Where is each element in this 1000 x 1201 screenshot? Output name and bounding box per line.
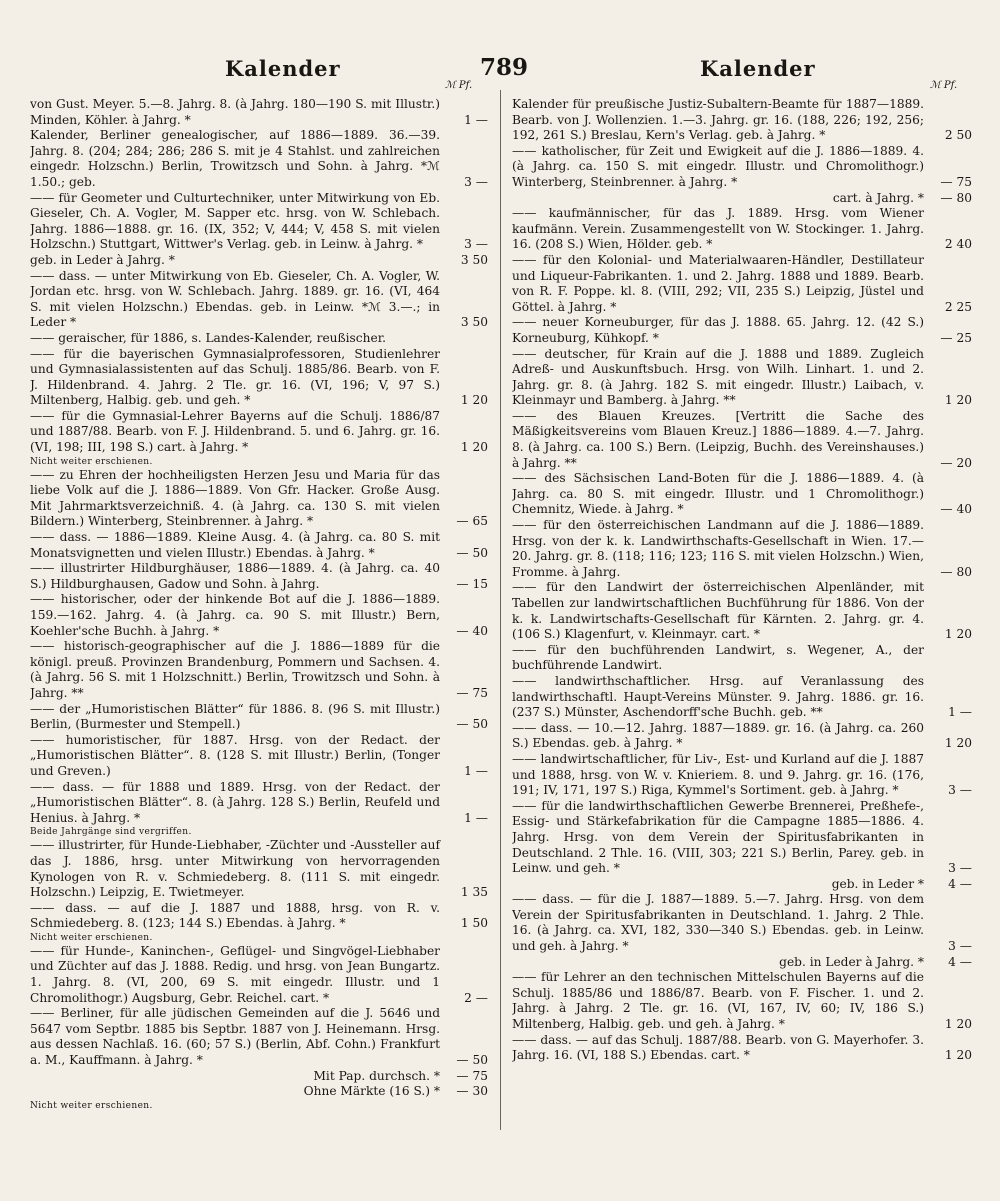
entry-price: — 15: [456, 576, 488, 591]
entry-text: geb. in Leder *: [831, 876, 924, 891]
entry-text: —— für den Landwirt der österreichischen Alpenländer, mit Tabellen zur landwirtschaftlichen Buchführung für 1886. Von der k. k. Landwirtschafts-Gesellschaft für Kärnten. 2. Jahrg. gr. 4. (106 S.) Klagenfurt, v. Kleinmayr. cart. *: [512, 580, 924, 642]
entry-text: —— illustrirter, für Hunde-Liebhaber, -Züchter und -Aussteller auf das J. 1886, hrsg. unter Mitwirkung von hervorragenden Kynologen von R. v. Schmiedeberg. 8. (111 S. mit eingedr. Holzschn.) Leipzig, E. Twietmeyer.: [30, 838, 440, 900]
entry-price: 1 20: [944, 1048, 972, 1063]
entry-price: 3 —: [948, 939, 972, 954]
entry-text: geb. in Leder à Jahrg. *: [30, 252, 175, 267]
entry-text: geb. in Leder à Jahrg. *: [779, 954, 924, 969]
entry-price: 1 35: [460, 885, 488, 900]
entry-text: —— für den österreichischen Landmann auf die J. 1886—1889. Hrsg. von der k. k. Landwirthschafts-Gesellschaft in Wien. 17.—20. Jahrg. gr. 8. (118; 116; 123; 116 S. mit vielen Holzschn.) Wien, Fromme. à Jahrg.: [512, 518, 924, 579]
catalog-entry: [30, 944, 488, 1006]
entry-text: —— illustrirter Hildburghäuser, 1886—1889. 4. (à Jahrg. ca. 40 S.) Hildburghausen, Gadow und Sohn. à Jahrg.: [30, 561, 440, 591]
catalog-entry: [30, 128, 488, 190]
catalog-entry: [512, 315, 972, 346]
entry-text: —— dass. — für 1888 und 1889. Hrsg. von der Redact. der „Humoristischen Blätter“. 8. (à Jahrg. 128 S.) Berlin, Reufeld und Henius. à Jahrg. *: [30, 779, 440, 825]
entry-text: —— für Lehrer an den technischen Mittelschulen Bayerns auf die Schulj. 1885/86 und 1886/87. Bearb. von F. Fischer. 1. und 2. Jahrg. à Jahrg. 2 Tle. gr. 16. (VI, 167, IV, 60; IV, 186 S.) Miltenberg, Halbig. geb. und geh. à Jahrg. *: [512, 970, 924, 1032]
entry-text: —— für die Gymnasial-Lehrer Bayerns auf die Schulj. 1886/87 und 1887/88. Bearb. von F. J. Hildenbrand. 5. und 6. Jahrg. gr. 16. (VI, 198; III, 198 S.) cart. à Jahrg. *: [30, 408, 440, 455]
entry-text: —— Berliner, für alle jüdischen Gemeinden auf die J. 5646 und 5647 vom Septbr. 1885 bis Septbr. 1887 von J. Heinemann. Hrsg. aus dessen Nachlaß. 16. (60; 57 S.) (Berlin, Abf. Cohn.) Frankfurt a. M., Kauffmann. à Jahrg. *: [30, 1006, 440, 1068]
entry-text: Nicht weiter erschienen.: [30, 456, 153, 467]
entry-price: 1 20: [944, 393, 972, 408]
page-number: 789: [480, 54, 529, 81]
entry-price: 1 20: [944, 627, 972, 642]
entry-text: —— der „Humoristischen Blätter“ für 1886. 8. (96 S. mit Illustr.) Berlin, (Burmester und Stempell.): [30, 701, 440, 732]
entry-text: —— geraischer, für 1886, s. Landes-Kalender, reußischer.: [30, 330, 387, 345]
entry-price: 3 —: [464, 237, 488, 252]
catalog-entry: [512, 518, 972, 580]
catalog-entry: [512, 674, 972, 721]
catalog-entry: [512, 409, 972, 471]
price-column-heading-right: ℳ Pf.: [930, 80, 958, 91]
catalog-entry: [30, 530, 488, 561]
entry-text: —— neuer Korneuburger, für das J. 1888. 65. Jahrg. 12. (42 S.) Korneuburg, Kühkopf. *: [512, 315, 924, 345]
left-column: [30, 97, 488, 1192]
entry-price: 1 20: [944, 1017, 972, 1032]
catalog-entry: [512, 144, 972, 191]
catalog-entry: [30, 733, 488, 780]
entry-price: — 75: [456, 1068, 488, 1083]
entry-price: 1 —: [464, 810, 488, 825]
entry-price: 1 —: [464, 763, 488, 778]
entry-price: 1 20: [460, 440, 488, 455]
catalog-note: [30, 932, 488, 944]
catalog-entry: [30, 901, 488, 932]
catalog-entry: [512, 877, 972, 893]
entry-price: 3 —: [948, 861, 972, 876]
catalog-entry: [30, 347, 488, 409]
entry-text: —— landwirthschaftlicher. Hrsg. auf Veranlassung des landwirthschaftl. Haupt-Vereins Münster. 9. Jahrg. 1886. gr. 16. (237 S.) Münster, Aschendorff'sche Buchh. geb. **: [512, 673, 924, 720]
entry-text: —— für die landwirthschaftlichen Gewerbe Brennerei, Preßhefe-, Essig- und Stärkefabrikation für die Campagne 1885—1886. 4. Jahrg. Hrsg. von dem Verein der Spiritusfabrikanten in Deutschland. 2 Thle. 16. (VIII, 303; 221 S.) Berlin, Parey. geb. in Leinw. und geh. *: [512, 798, 924, 876]
catalog-entry: [512, 955, 972, 971]
catalog-entry: [512, 799, 972, 877]
entry-text: —— dass. — unter Mitwirkung von Eb. Gieseler, Ch. A. Vogler, W. Jordan etc. hrsg. von W. Schlebach. Jahrg. 1889. gr. 16. (VI, 464 S. mit vielen Holzschn.) Ebendas. geb. in Leinw. *ℳ 3.—.; in Leder *: [30, 268, 440, 330]
entry-text: cart. à Jahrg. *: [832, 190, 924, 205]
catalog-entry: [30, 409, 488, 456]
catalog-entry: [30, 253, 488, 269]
catalog-entry: [512, 206, 972, 253]
catalog-entry: [30, 191, 488, 253]
entry-text: —— historisch-geographischer auf die J. 1886—1889 für die königl. preuß. Provinzen Brandenburg, Pommern und Sachsen. 4. (à Jahrg. 56 S. mit 1 Holzschnitt.) Berlin, Trowitzsch und Sohn. à Jahrg. **: [30, 639, 440, 700]
entry-price: 1 50: [460, 916, 488, 931]
entry-price: 3 50: [460, 252, 488, 267]
catalog-entry: [30, 1006, 488, 1068]
catalog-entry: [30, 639, 488, 701]
entry-text: Beide Jahrgänge sind vergriffen.: [30, 827, 192, 838]
catalog-entry: [512, 752, 972, 799]
entry-text: —— dass. — auf die J. 1887 und 1888, hrsg. von R. v. Schmiedeberg. 8. (123; 144 S.) Ebendas. à Jahrg. *: [30, 900, 440, 931]
entry-text: —— für die bayerischen Gymnasialprofessoren, Studienlehrer und Gymnasialassistenten auf das Schulj. 1885/86. Bearb. von F. J. Hildenbrand. 4. Jahrg. 2 Tle. gr. 16. (VI, 196; V, 97 S.) Miltenberg, Halbig. geb. und geh. *: [30, 346, 440, 408]
entry-text: von Gust. Meyer. 5.—8. Jahrg. 8. (à Jahrg. 180—190 S. mit Illustr.) Minden, Köhler. à Jahrg. *: [30, 97, 440, 127]
catalog-entry: [30, 592, 488, 639]
entry-price: — 75: [940, 174, 972, 189]
entry-text: —— humoristischer, für 1887. Hrsg. von der Redact. der „Humoristischen Blätter“. 8. (128 S. mit Illustr.) Berlin, (Tonger und Greven.): [30, 732, 440, 778]
catalog-entry: [30, 1084, 488, 1100]
entry-price: 1 —: [464, 112, 488, 127]
entry-price: — 65: [456, 514, 488, 529]
entry-text: —— des Blauen Kreuzes. [Vertritt die Sache des Mäßigkeitsvereins vom Blauen Kreuz.] 1886—1889. 4.—7. Jahrg. 8. (à Jahrg. ca. 100 S.) Bern. (Leipzig, Buchh. des Vereinshauses.) à Jahrg. **: [512, 408, 924, 470]
entry-text: Kalender, Berliner genealogischer, auf 1886—1889. 36.—39. Jahrg. 8. (204; 284; 286; 286 S. mit je 4 Stahlst. und zahlreichen eingedr. Holzschn.) Berlin, Trowitzsch und Sohn. à Jahrg. *ℳ 1.50.; geb.: [30, 128, 440, 189]
entry-text: —— dass. — 1886—1889. Kleine Ausg. 4. (à Jahrg. ca. 80 S. mit Monatsvignetten und vielen Illustr.) Ebendas. à Jahrg. *: [30, 530, 440, 560]
catalog-note: [30, 456, 488, 468]
catalog-entry: [30, 468, 488, 530]
entry-price: — 50: [456, 1053, 488, 1068]
entry-price: 3 50: [460, 315, 488, 330]
entry-text: —— des Sächsischen Land-Boten für die J. 1886—1889. 4. (à Jahrg. ca. 80 S. mit eingedr. Illustr. und 1 Chromolithogr.) Chemnitz, Wiede. à Jahrg. *: [512, 471, 924, 517]
entry-price: 4 —: [948, 954, 972, 969]
catalog-entry: [512, 580, 972, 642]
entry-text: —— zu Ehren der hochheiligsten Herzen Jesu und Maria für das liebe Volk auf die J. 1886—1889. Von Gfr. Hacker. Große Ausg. Mit Jahrmarktsverzeichniß. 4. (à Jahrg. ca. 130 S. mit vielen Bildern.) Winterberg, Steinbrenner. à Jahrg. *: [30, 467, 440, 529]
running-head-left: Kalender: [225, 56, 341, 81]
catalog-entry: [512, 471, 972, 518]
entry-text: —— kaufmännischer, für das J. 1889. Hrsg. vom Wiener kaufmänn. Verein. Zusammengestellt von W. Stockinger. 1. Jahrg. 16. (208 S.) Wien, Hölder. geb. *: [512, 206, 924, 252]
entry-text: —— dass. — für die J. 1887—1889. 5.—7. Jahrg. Hrsg. von dem Verein der Spiritusfabrikanten in Deutschland. 1. Jahrg. 2 Thle. 16. (à Jahrg. ca. XVI, 182, 330—340 S.) Ebendas. geb. in Leinw. und geh. à Jahrg. *: [512, 892, 924, 954]
entry-price: — 30: [456, 1084, 488, 1099]
catalog-entry: [30, 702, 488, 733]
entry-price: — 50: [456, 717, 488, 732]
entry-text: —— landwirtschaftlicher, für Liv-, Est- und Kurland auf die J. 1887 und 1888, hrsg. von W. v. Knieriem. 8. und 9. Jahrg. gr. 16. (176, 191; IV, 171, 197 S.) Riga, Kymmel's Sortiment. geb. à Jahrg. *: [512, 751, 924, 798]
entry-price: 3 —: [948, 783, 972, 798]
entry-price: 1 20: [944, 736, 972, 751]
catalog-note: [30, 826, 488, 838]
catalog-entry: [512, 347, 972, 409]
catalog-entry: [30, 1069, 488, 1085]
column-divider: [500, 90, 501, 1130]
catalog-entry: [512, 643, 972, 674]
catalog-entry: [512, 721, 972, 752]
entry-price: — 75: [456, 685, 488, 700]
catalog-entry: [30, 269, 488, 331]
catalog-entry: [512, 191, 972, 207]
entry-price: 2 —: [464, 990, 488, 1005]
entry-price: 2 25: [944, 299, 972, 314]
catalog-entry: [30, 838, 488, 900]
entry-text: —— für den buchführenden Landwirt, s. Wegener, A., der buchführende Landwirt.: [512, 642, 924, 673]
entry-price: — 20: [940, 455, 972, 470]
catalog-entry: [30, 97, 488, 128]
catalog-entry: [30, 331, 488, 347]
entry-text: Nicht weiter erschienen.: [30, 932, 153, 943]
catalog-note: [30, 1100, 488, 1112]
price-column-heading-left: ℳ Pf.: [445, 80, 473, 91]
page-header: [0, 40, 1000, 92]
entry-text: Mit Pap. durchsch. *: [313, 1068, 440, 1083]
entry-price: — 80: [940, 190, 972, 205]
catalog-entry: [512, 97, 972, 144]
entry-text: Kalender für preußische Justiz-Subaltern-Beamte für 1887—1889. Bearb. von J. Wollenzien. 1.—3. Jahrg. gr. 16. (188, 226; 192, 256; 192, 261 S.) Breslau, Kern's Verlag. geb. à Jahrg. *: [512, 97, 924, 143]
running-head-right: Kalender: [700, 56, 816, 81]
entry-text: Ohne Märkte (16 S.) *: [303, 1084, 440, 1099]
entry-price: 1 —: [948, 705, 972, 720]
entry-price: — 40: [456, 623, 488, 638]
entry-price: — 80: [940, 564, 972, 579]
entry-price: 2 40: [944, 237, 972, 252]
catalog-entry: [512, 253, 972, 315]
entry-text: —— dass. — auf das Schulj. 1887/88. Bearb. von G. Mayerhofer. 3. Jahrg. 16. (VI, 188 S.) Ebendas. cart. *: [512, 1032, 924, 1063]
entry-text: —— für den Kolonial- und Materialwaaren-Händler, Destillateur und Liqueur-Fabrikanten. 1. und 2. Jahrg. 1888 und 1889. Bearb. von R. F. Poppe. kl. 8. (VIII, 292; VII, 235 S.) Leipzig, Jüstel und Göttel. à Jahrg. *: [512, 252, 924, 314]
entry-text: —— dass. — 10.—12. Jahrg. 1887—1889. gr. 16. (à Jahrg. ca. 260 S.) Ebendas. geb. à Jahrg. *: [512, 720, 924, 751]
entry-price: — 40: [940, 502, 972, 517]
catalog-entry: [512, 1033, 972, 1064]
entry-price: 4 —: [948, 876, 972, 891]
entry-text: —— deutscher, für Krain auf die J. 1888 und 1889. Zugleich Adreß- und Auskunftsbuch. Hrsg. von Wilh. Linhart. 1. und 2. Jahrg. gr. 8. (à Jahrg. 182 S. mit eingedr. Illustr.) Laibach, v. Kleinmayr und Bamberg. à Jahrg. **: [512, 346, 924, 408]
entry-text: —— für Hunde-, Kaninchen-, Geflügel- und Singvögel-Liebhaber und Züchter auf das J. 1888. Redig. und hrsg. von Jean Bungartz. 1. Jahrg. 8. (VI, 200, 69 S. mit eingedr. Illustr. und 1 Chromolithogr.) Augsburg, Gebr. Reichel. cart. *: [30, 943, 440, 1005]
entry-text: —— historischer, oder der hinkende Bot auf die J. 1886—1889. 159.—162. Jahrg. 4. (à Jahrg. ca. 90 S. mit Illustr.) Bern, Koehler'sche Buchh. à Jahrg. *: [30, 592, 440, 638]
entry-price: 1 20: [460, 393, 488, 408]
entry-price: 3 —: [464, 174, 488, 189]
catalog-entry: [30, 561, 488, 592]
entry-text: —— für Geometer und Culturtechniker, unter Mitwirkung von Eb. Gieseler, Ch. A. Vogler, M. Sapper etc. hrsg. von W. Schlebach. Jahrg. 1886—1888. gr. 16. (IX, 352; V, 444; V, 458 S. mit vielen Holzschn.) Stuttgart, Wittwer's Verlag. geb. in Leinw. à Jahrg. *: [30, 190, 440, 252]
right-column: [512, 97, 972, 1192]
entry-text: —— katholischer, für Zeit und Ewigkeit auf die J. 1886—1889. 4. (à Jahrg. ca. 150 S. mit eingedr. Illustr. und Chromolithogr.) Winterberg, Steinbrenner. à Jahrg. *: [512, 143, 924, 189]
catalog-entry: [30, 780, 488, 827]
entry-price: — 50: [456, 545, 488, 560]
catalog-entry: [512, 970, 972, 1032]
catalog-entry: [512, 892, 972, 954]
entry-price: 2 50: [944, 128, 972, 143]
entry-price: — 25: [940, 330, 972, 345]
entry-text: Nicht weiter erschienen.: [30, 1100, 153, 1111]
